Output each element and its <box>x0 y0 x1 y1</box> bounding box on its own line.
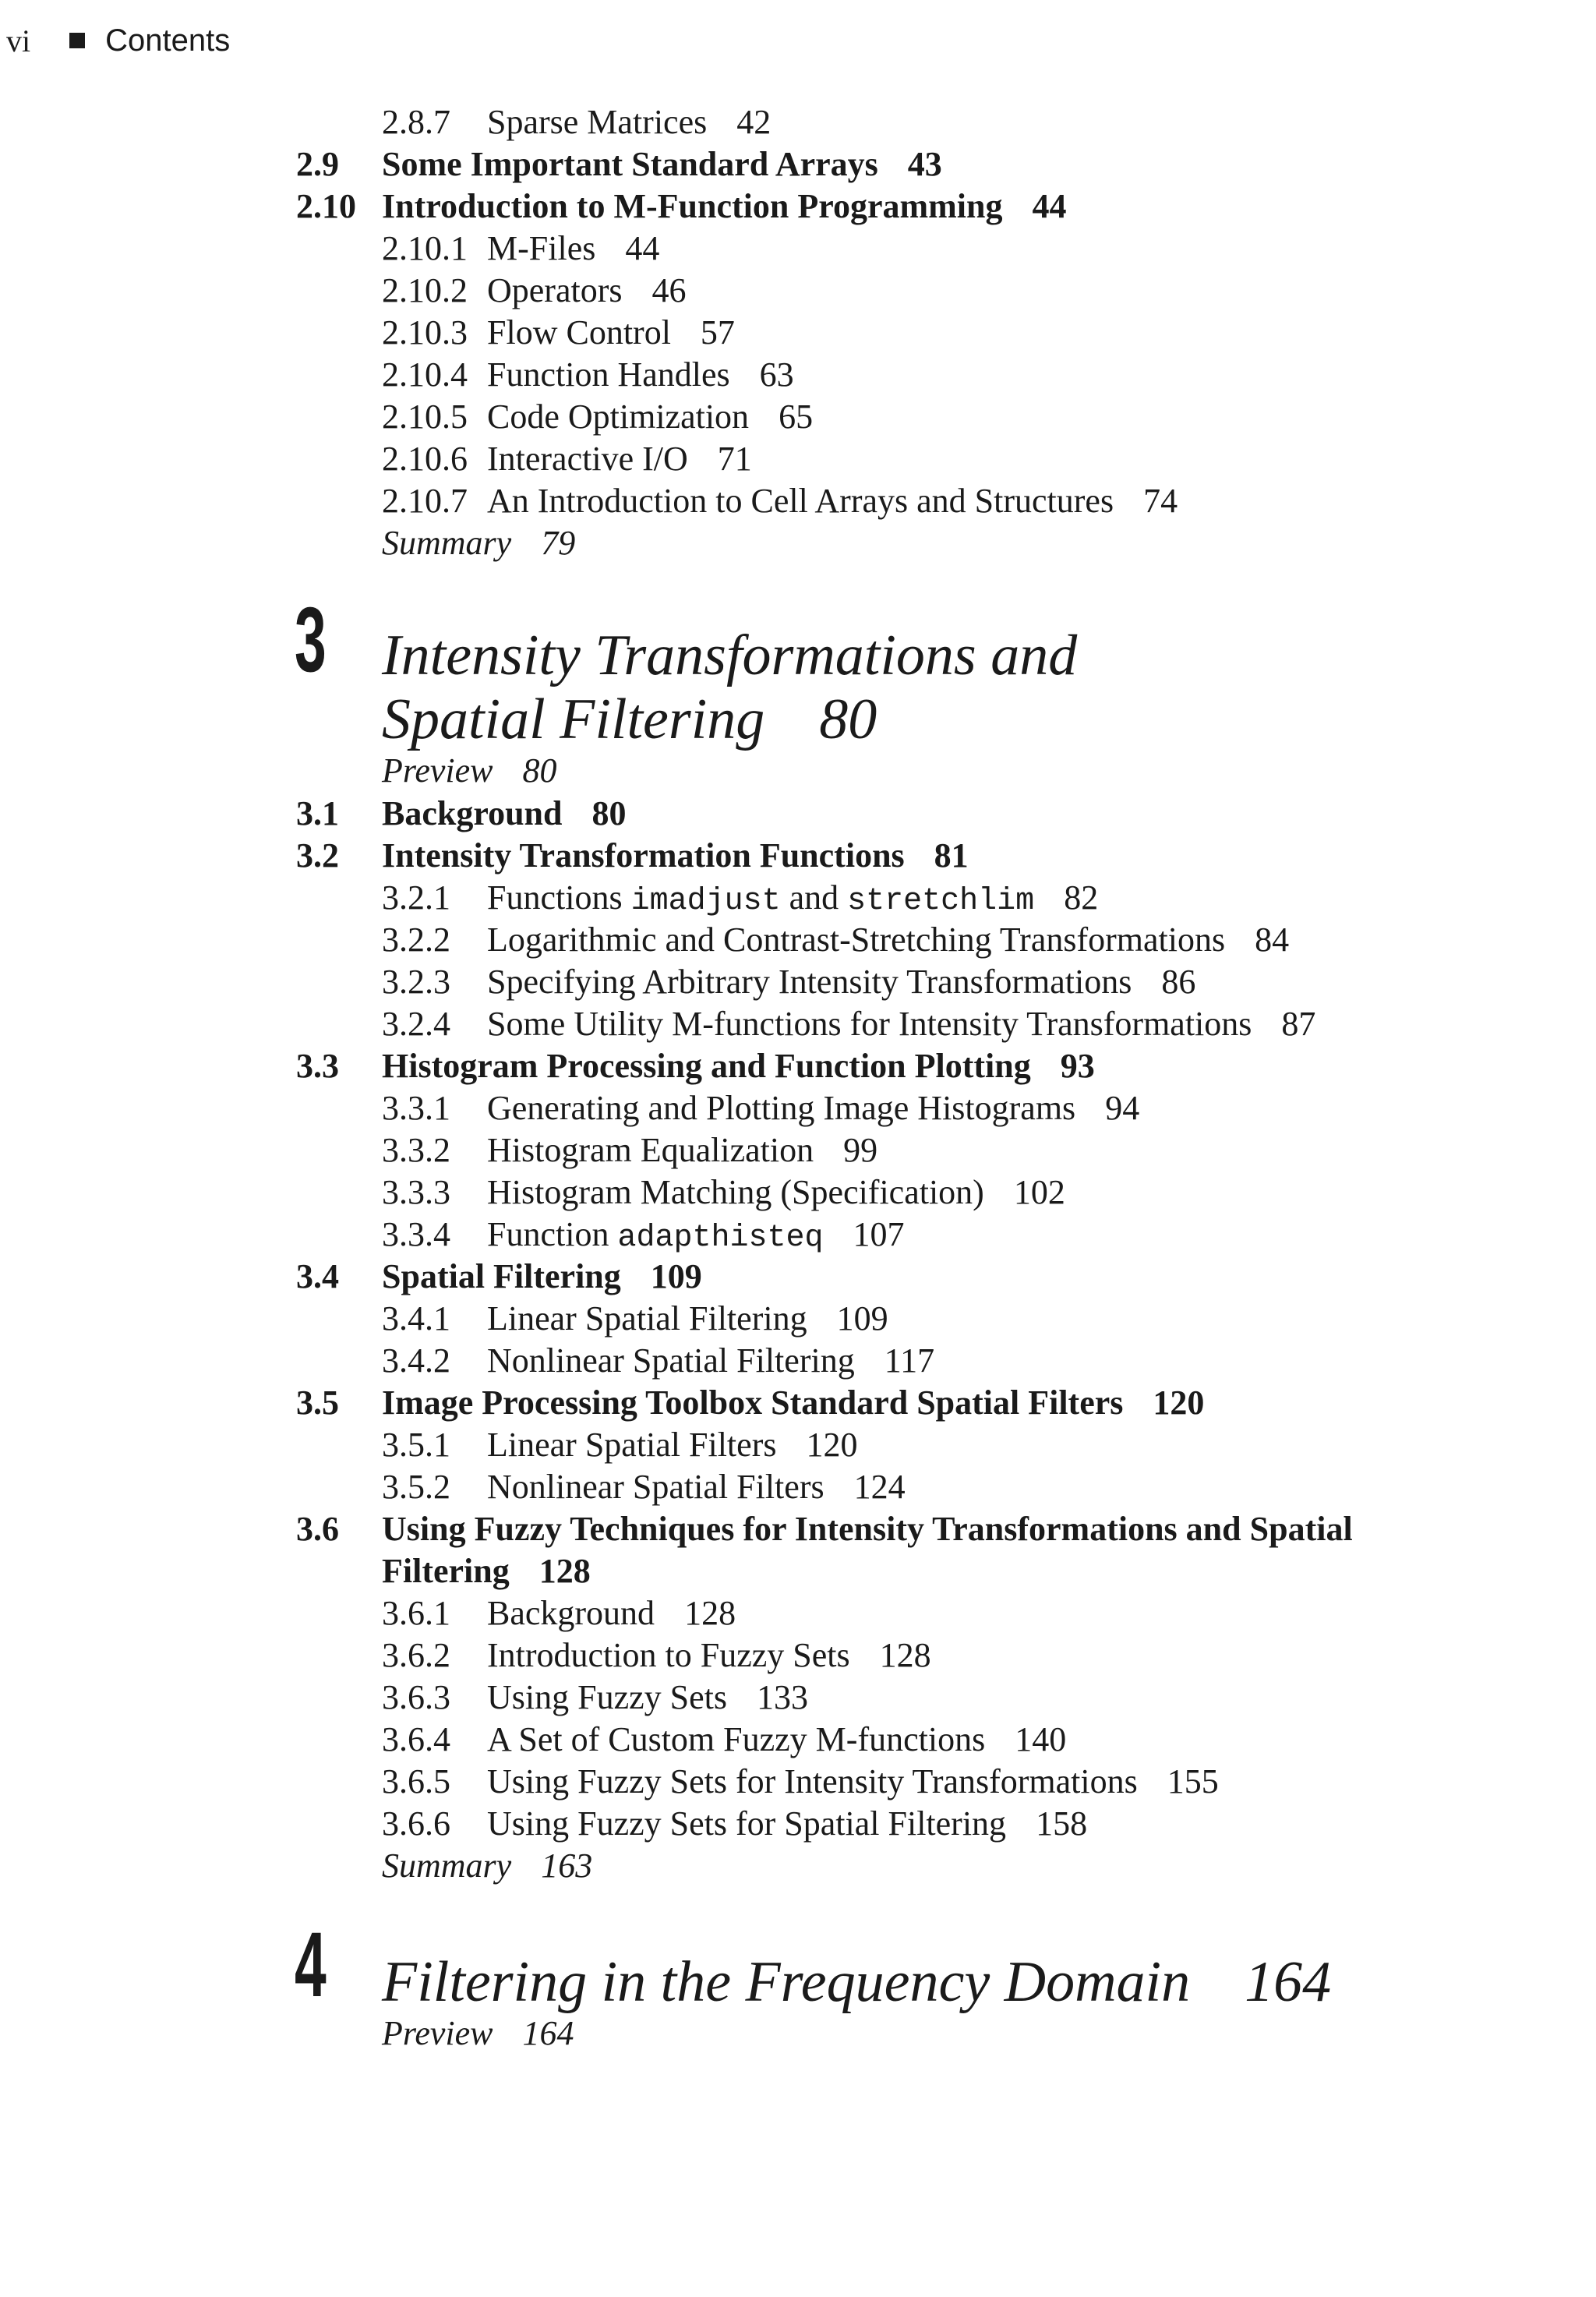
entry-title: Interactive I/O <box>487 440 688 478</box>
entry-title: Nonlinear Spatial Filtering <box>487 1341 855 1380</box>
entry-title: Sparse Matrices <box>487 103 708 141</box>
entry-number: 2.10.2 <box>382 271 468 309</box>
entry-number: 3.1 <box>296 794 339 832</box>
entry-number: 3.4.2 <box>382 1341 450 1380</box>
entry-number: 2.10.3 <box>382 313 468 352</box>
entry-page: 81 <box>934 836 969 875</box>
entry-page: 44 <box>625 229 660 267</box>
entry-title: Code Optimization <box>487 398 750 436</box>
entry-page: 63 <box>759 355 794 394</box>
entry-page: 124 <box>853 1468 906 1506</box>
entry-page: 46 <box>651 271 687 309</box>
entry-title: Operators <box>487 271 623 309</box>
entry-title-pre: Function <box>487 1215 618 1253</box>
entry-title: Linear Spatial Filters <box>487 1426 777 1464</box>
entry-page: 74 <box>1143 482 1178 520</box>
entry-title-mid: and <box>780 878 848 917</box>
entry-title: Using Fuzzy Sets for Spatial Filtering <box>487 1804 1007 1843</box>
entry-number: 2.10.6 <box>382 440 468 478</box>
entry-page: 128 <box>538 1552 591 1590</box>
entry-title: Introduction to M-Function Programming <box>382 187 1003 225</box>
entry-number: 3.5 <box>296 1384 339 1422</box>
entry-number: 3.5.2 <box>382 1468 450 1506</box>
entry-title: Preview <box>382 2014 493 2052</box>
chapter-title-text: Filtering in the Frequency Domain <box>382 1950 1191 2014</box>
entry-number: 2.10.5 <box>382 398 468 436</box>
entry-title: Background <box>382 794 563 832</box>
code-stretchlim: stretchlim <box>847 884 1035 919</box>
entry-title-line2: Filtering <box>382 1552 510 1590</box>
entry-page: 80 <box>591 794 627 832</box>
code-adapthisteq: adapthisteq <box>617 1221 824 1256</box>
entry-title: Some Important Standard Arrays <box>382 145 878 183</box>
entry-title: Histogram Matching (Specification) <box>487 1173 984 1211</box>
entry-title: Generating and Plotting Image Histograms <box>487 1089 1076 1127</box>
running-header <box>6 20 230 61</box>
entry-page: 93 <box>1060 1047 1095 1085</box>
entry-number: 2.10.4 <box>382 355 468 394</box>
chapter-4-title[interactable] <box>382 1950 1331 2014</box>
entry-page: 109 <box>836 1299 888 1338</box>
chapter-3-number: 3 <box>295 588 327 691</box>
entry-title: Intensity Transformation Functions <box>382 836 905 875</box>
entry-page: 42 <box>736 103 772 141</box>
entry-number: 3.2.4 <box>382 1005 450 1043</box>
entry-number: 3.6.5 <box>382 1762 450 1800</box>
entry-page: 94 <box>1105 1089 1140 1127</box>
code-imadjust: imadjust <box>630 884 781 919</box>
entry-title: Histogram Equalization <box>487 1131 814 1169</box>
entry-number: 3.3.3 <box>382 1173 450 1211</box>
chapter-4-number: 4 <box>295 1914 327 2016</box>
entry-number: 2.9 <box>296 145 339 183</box>
entry-number: 3.2 <box>296 836 339 875</box>
entry-number: 3.2.1 <box>382 878 450 917</box>
entry-title: Some Utility M-functions for Intensity Transformations <box>487 1005 1252 1043</box>
entry-title: Spatial Filtering <box>382 1257 621 1295</box>
entry-number: 3.6.1 <box>382 1594 450 1632</box>
entry-number: 3.6 <box>296 1510 339 1548</box>
entry-page: 120 <box>806 1426 858 1464</box>
entry-number: 3.6.2 <box>382 1636 450 1674</box>
chapter-3-title-line2[interactable] <box>382 687 877 751</box>
chapter-3-title-line1[interactable]: Intensity Transformations and <box>382 624 1078 687</box>
entry-page: 71 <box>717 440 752 478</box>
entry-page: 117 <box>884 1341 935 1380</box>
entry-page: 164 <box>522 2014 574 2052</box>
entry-title: Using Fuzzy Sets <box>487 1678 727 1716</box>
entry-title: An Introduction to Cell Arrays and Structures <box>487 482 1114 520</box>
entry-title: Histogram Processing and Function Plotting <box>382 1047 1031 1085</box>
chapter-page: 164 <box>1245 1950 1332 2014</box>
entry-page: 128 <box>879 1636 931 1674</box>
entry-page: 57 <box>700 313 735 352</box>
entry-number: 3.6.6 <box>382 1804 450 1843</box>
entry-number: 3.4 <box>296 1257 339 1295</box>
chapter-page: 80 <box>819 687 877 751</box>
entry-title: Logarithmic and Contrast-Stretching Transformations <box>487 921 1226 959</box>
entry-page: 107 <box>853 1215 905 1253</box>
entry-page: 82 <box>1064 878 1099 917</box>
square-bullet-icon <box>69 33 85 48</box>
entry-number: 3.5.1 <box>382 1426 450 1464</box>
entry-title: Function Handles <box>487 355 730 394</box>
entry-page: 65 <box>779 398 814 436</box>
entry-number: 3.3.4 <box>382 1215 450 1253</box>
chapter-title-text: Spatial Filtering <box>382 687 765 751</box>
entry-page: 140 <box>1015 1720 1067 1758</box>
entry-page: 43 <box>907 145 942 183</box>
entry-number: 3.3.2 <box>382 1131 450 1169</box>
entry-page: 133 <box>757 1678 808 1716</box>
entry-page: 128 <box>684 1594 736 1632</box>
page-folio: vi <box>6 23 31 58</box>
entry-page: 155 <box>1167 1762 1219 1800</box>
entry-title: Image Processing Toolbox Standard Spatial Filters <box>382 1384 1124 1422</box>
entry-page: 84 <box>1255 921 1290 959</box>
entry-page: 87 <box>1281 1005 1316 1043</box>
entry-title: Using Fuzzy Sets for Intensity Transformations <box>487 1762 1138 1800</box>
entry-title: Nonlinear Spatial Filters <box>487 1468 824 1506</box>
entry-page: 120 <box>1153 1384 1205 1422</box>
entry-number: 3.3.1 <box>382 1089 450 1127</box>
entry-page: 44 <box>1032 187 1067 225</box>
entry-number: 2.8.7 <box>382 103 450 141</box>
entry-title: Linear Spatial Filtering <box>487 1299 807 1338</box>
entry-page: 86 <box>1161 963 1196 1001</box>
entry-title-pre: Functions <box>487 878 631 917</box>
entry-number: 2.10.1 <box>382 229 468 267</box>
entry-title: A Set of Custom Fuzzy M-functions <box>487 1720 986 1758</box>
entry-title: Summary <box>382 1846 512 1885</box>
entry-page: 79 <box>541 524 576 562</box>
entry-page: 80 <box>522 751 557 790</box>
entry-number: 3.4.1 <box>382 1299 450 1338</box>
running-header-title: Contents <box>105 23 231 58</box>
entry-title: Specifying Arbitrary Intensity Transformations <box>487 963 1132 1001</box>
entry-page: 163 <box>541 1846 593 1885</box>
entry-title: M-Files <box>487 229 596 267</box>
entry-title: Summary <box>382 524 512 562</box>
entry-title: Preview <box>382 751 493 790</box>
entry-title: Background <box>487 1594 655 1632</box>
entry-number: 2.10 <box>296 187 356 225</box>
entry-number: 3.6.3 <box>382 1678 450 1716</box>
entry-page: 109 <box>650 1257 702 1295</box>
entry-number: 2.10.7 <box>382 482 468 520</box>
entry-page: 102 <box>1013 1173 1065 1211</box>
entry-number: 3.2.2 <box>382 921 450 959</box>
entry-title: Introduction to Fuzzy Sets <box>487 1636 850 1674</box>
entry-number: 3.3 <box>296 1047 339 1085</box>
entry-number: 3.2.3 <box>382 963 450 1001</box>
entry-title-line1: Using Fuzzy Techniques for Intensity Transformations and Spatial <box>382 1510 1353 1548</box>
entry-title: Flow Control <box>487 313 671 352</box>
entry-page: 158 <box>1036 1804 1088 1843</box>
entry-number: 3.6.4 <box>382 1720 450 1758</box>
entry-page: 99 <box>843 1131 878 1169</box>
